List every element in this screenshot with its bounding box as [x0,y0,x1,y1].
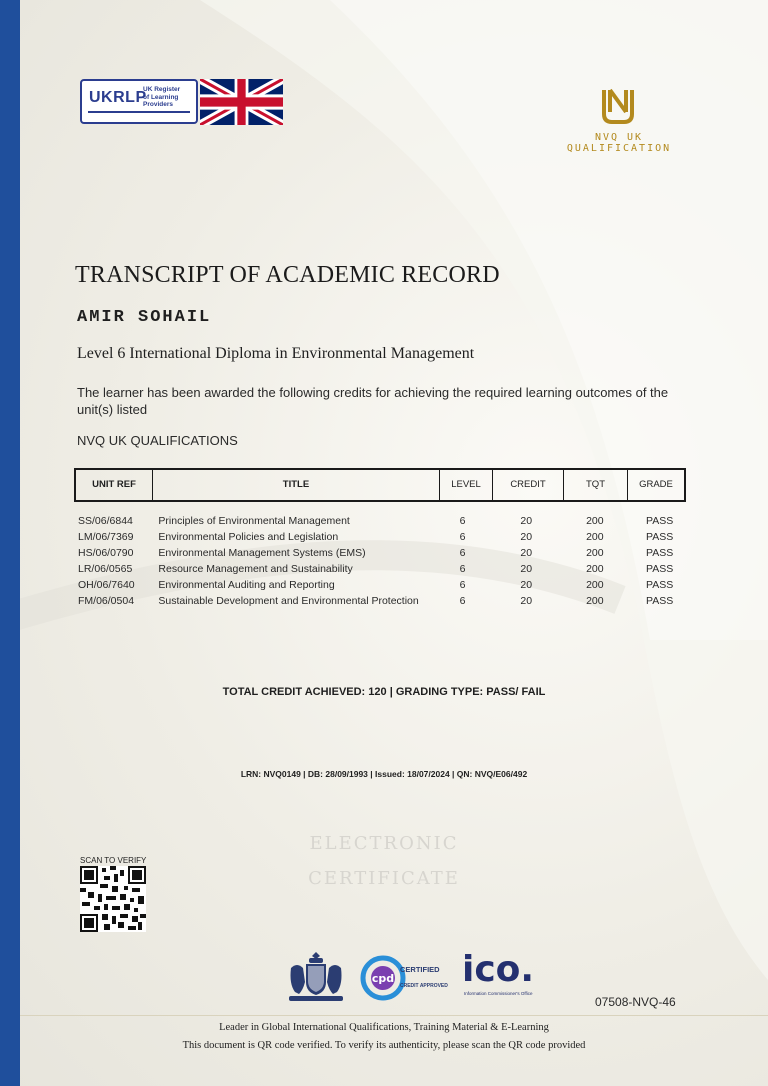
unit-grade: PASS [645,579,674,591]
cpd-certified-badge-icon [360,955,406,1001]
units-table [78,513,690,609]
table-row [78,561,690,577]
unit-title: Environmental Management Systems (EMS) [158,547,366,559]
brand-name: NVQ UK QUALIFICATION [566,132,672,154]
unit-credit: 20 [520,595,533,607]
unit-tqt: 200 [586,579,604,591]
table-header [74,468,686,502]
ukrlp-subtitle: UK Register of Learning Providers [143,86,181,108]
footer-tagline: Leader in Global International Qualifications, Training Material & E-Learning [219,1022,549,1033]
unit-tqt: 200 [586,515,604,527]
unit-level: 6 [459,563,466,575]
document-title: TRANSCRIPT OF ACADEMIC RECORD [75,262,500,288]
ico-logo [462,950,542,1000]
table-row [78,593,690,609]
ukrlp-acronym: UKRLP [89,89,147,106]
footer-verification-note: This document is QR code verified. To verify its authenticity, please scan the QR code provided [182,1040,586,1051]
unit-ref: OH/06/7640 [78,579,135,591]
unit-ref: LR/06/0565 [78,563,133,575]
unit-grade: PASS [645,531,674,543]
ukrlp-underline [88,111,190,113]
unit-credit: 20 [520,531,533,543]
header-grade: GRADE [639,479,673,490]
unit-credit: 20 [520,547,533,559]
table-row [78,577,690,593]
certified-label: CERTIFIED [400,965,440,974]
table-row [78,529,690,545]
header-level: LEVEL [440,470,493,500]
scan-to-verify-label: SCAN TO VERIFY [80,856,147,865]
table-row [78,545,690,561]
unit-ref: LM/06/7369 [78,531,134,543]
unit-tqt: 200 [586,595,604,607]
royal-coat-of-arms-icon [281,950,351,1006]
unit-credit: 20 [520,579,533,591]
unit-level: 6 [459,531,466,543]
footer-divider [20,1015,768,1016]
unit-credit: 20 [520,563,533,575]
unit-title: Sustainable Development and Environmental Protection [158,595,419,607]
unit-title: Resource Management and Sustainability [158,563,353,575]
svg-text:cpd: cpd [371,972,395,985]
document-number: 07508-NVQ-46 [595,995,676,1009]
learner-meta: LRN: NVQ0149 | DB: 28/09/1993 | Issued: 18/07/2024 | QN: NVQ/E06/492 [240,769,528,779]
unit-tqt: 200 [586,547,604,559]
total-credit: TOTAL CREDIT ACHIEVED: 120 | GRADING TYPE: PASS/ FAIL [222,686,546,698]
unit-grade: PASS [645,515,674,527]
unit-ref: HS/06/0790 [78,547,134,559]
table-row [78,513,690,529]
header-unit-ref: UNIT REF [76,470,153,500]
unit-title: Principles of Environmental Management [158,515,350,527]
unit-tqt: 200 [586,531,604,543]
unit-tqt: 200 [586,563,604,575]
side-accent-bar [0,0,20,1086]
unit-grade: PASS [645,595,674,607]
unit-grade: PASS [645,563,674,575]
learner-name: AMIR SOHAIL [77,308,212,327]
unit-ref: FM/06/0504 [78,595,135,607]
unit-title: Environmental Auditing and Reporting [158,579,335,591]
electronic-certificate-watermark: ELECTRONIC CERTIFICATE [308,833,460,889]
unit-title: Environmental Policies and Legislation [158,531,339,543]
unit-grade: PASS [645,547,674,559]
unit-level: 6 [459,595,466,607]
header-title: TITLE [153,470,440,500]
unit-level: 6 [459,547,466,559]
cpd-certified-badge [360,955,450,1001]
credit-approved-label: CREDIT APPROVED [400,983,448,989]
union-jack-flag-icon [200,79,283,125]
header-credit: CREDIT [493,470,564,500]
intro-text: The learner has been awarded the following credits for achieving the required learning outcomes of the unit(s) listed [77,385,669,417]
ukrlp-logo [80,79,198,124]
provider-name: NVQ UK QUALIFICATIONS [77,433,238,448]
ico-subtitle: Information Commissioner's Office [464,991,533,996]
unit-level: 6 [459,515,466,527]
qr-code-icon[interactable] [80,866,146,932]
unit-ref: SS/06/6844 [78,515,133,527]
award-title: Level 6 International Diploma in Environmental Management [77,345,475,362]
header-tqt: TQT [564,470,628,500]
ico-wordmark: ico. [462,949,535,990]
unit-credit: 20 [520,515,533,527]
unit-level: 6 [459,579,466,591]
nvq-monogram-icon [598,86,638,126]
